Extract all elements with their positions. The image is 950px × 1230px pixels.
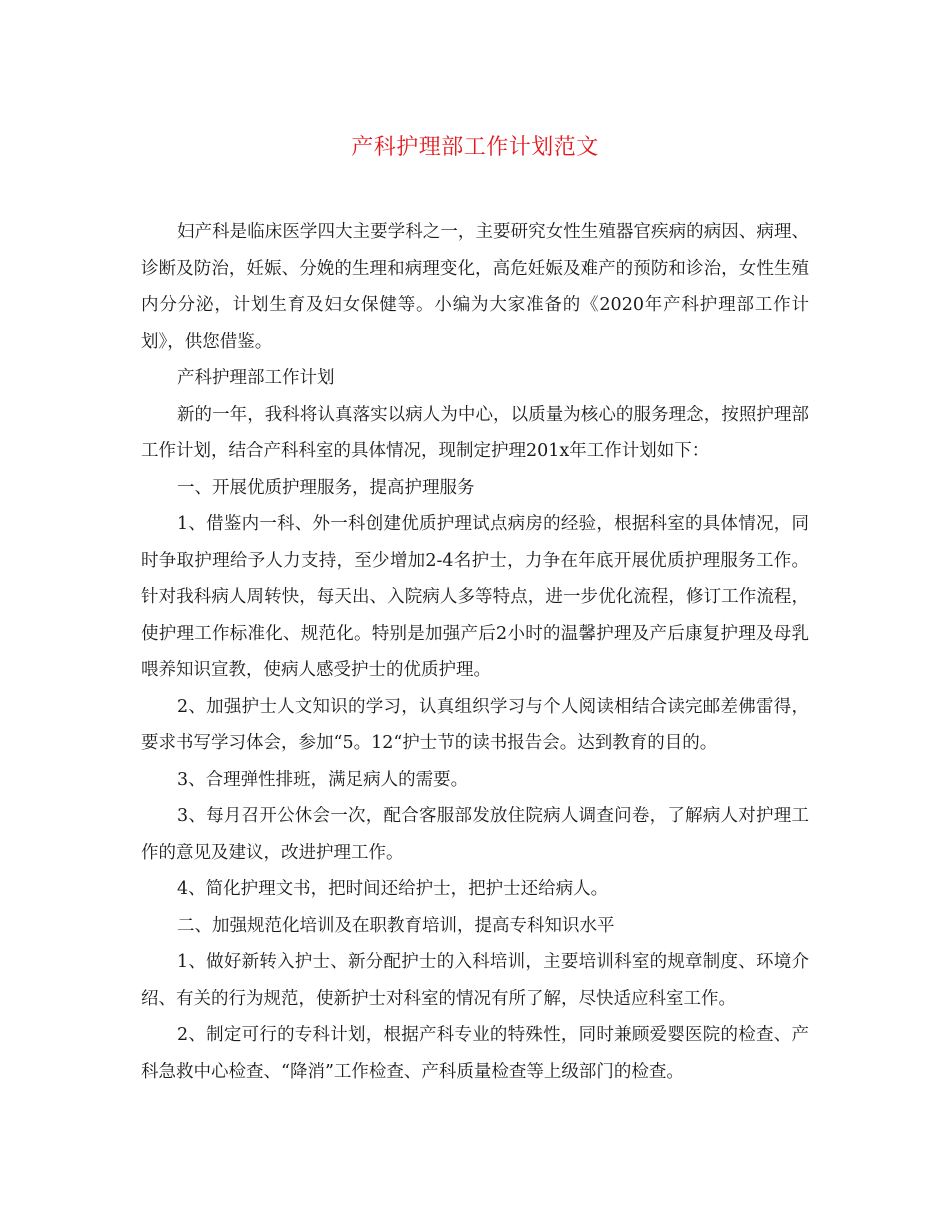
section-1-item-2: 2、加强护士人文知识的学习，认真组织学习与个人阅读相结合读完邮差佛雷得，要求书写学习体会，参加“5。12“护士节的读书报告会。达到教育的目的。 — [141, 696, 809, 753]
section-heading-1: 一、开展优质护理服务，提高护理服务 — [177, 477, 475, 498]
document-body — [141, 214, 809, 1090]
section-1-item-1: 1、借鉴内一科、外一科创建优质护理试点病房的经验，根据科室的具体情况，同时争取护理给予人力支持，至少增加2-4名护士，力争在年底开展优质护理服务工作。针对我科病人周转快，每天出、入院病人多等特点，进一步优化流程，修订工作流程，使护理工作标准化、规范化。特别是加强产后2小时的温馨护理及产后康复护理及母乳喂养知识宣教，使病人感受护士的优质护理。 — [141, 514, 809, 680]
plan-overview-paragraph: 新的一年，我科将认真落实以病人为中心，以质量为核心的服务理念，按照护理部工作计划，结合产科科室的具体情况，现制定护理201x年工作计划如下： — [141, 404, 809, 461]
section-1-item-4: 4、简化护理文书，把时间还给护士，把护士还给病人。 — [177, 879, 609, 899]
section-1-item-3: 3、合理弹性排班，满足病人的需要。 — [177, 769, 469, 790]
intro-paragraph: 妇产科是临床医学四大主要学科之一，主要研究女性生殖器官疾病的病因、病理、诊断及防治，妊娠、分娩的生理和病理变化，高危妊娠及难产的预防和诊治，女性生殖内分分泌，计划生育及妇女保健等。小编为大家准备的《2020年产科护理部工作计划》，供您借鉴。 — [141, 222, 809, 352]
section-2-item-1: 1、做好新转入护士、新分配护士的入科培训，主要培训科室的规章制度、环境介绍、有关的行为规范，使新护士对科室的情况有所了解，尽快适应科室工作。 — [141, 952, 809, 1009]
section-heading-2: 二、加强规范化培训及在职教育培训，提高专科知识水平 — [177, 915, 615, 936]
plan-subtitle: 产科护理部工作计划 — [177, 368, 335, 388]
section-1-item-3b: 3、每月召开公休会一次，配合客服部发放住院病人调查问卷，了解病人对护理工作的意见及建议，改进护理工作。 — [141, 806, 809, 863]
section-2-item-2: 2、制定可行的专科计划，根据产科专业的特殊性，同时兼顾爱婴医院的检查、产科急救中心检查、“降消”工作检查、产科质量检查等上级部门的检查。 — [141, 1025, 809, 1082]
document-title: 产科护理部工作计划范文 — [351, 135, 599, 160]
